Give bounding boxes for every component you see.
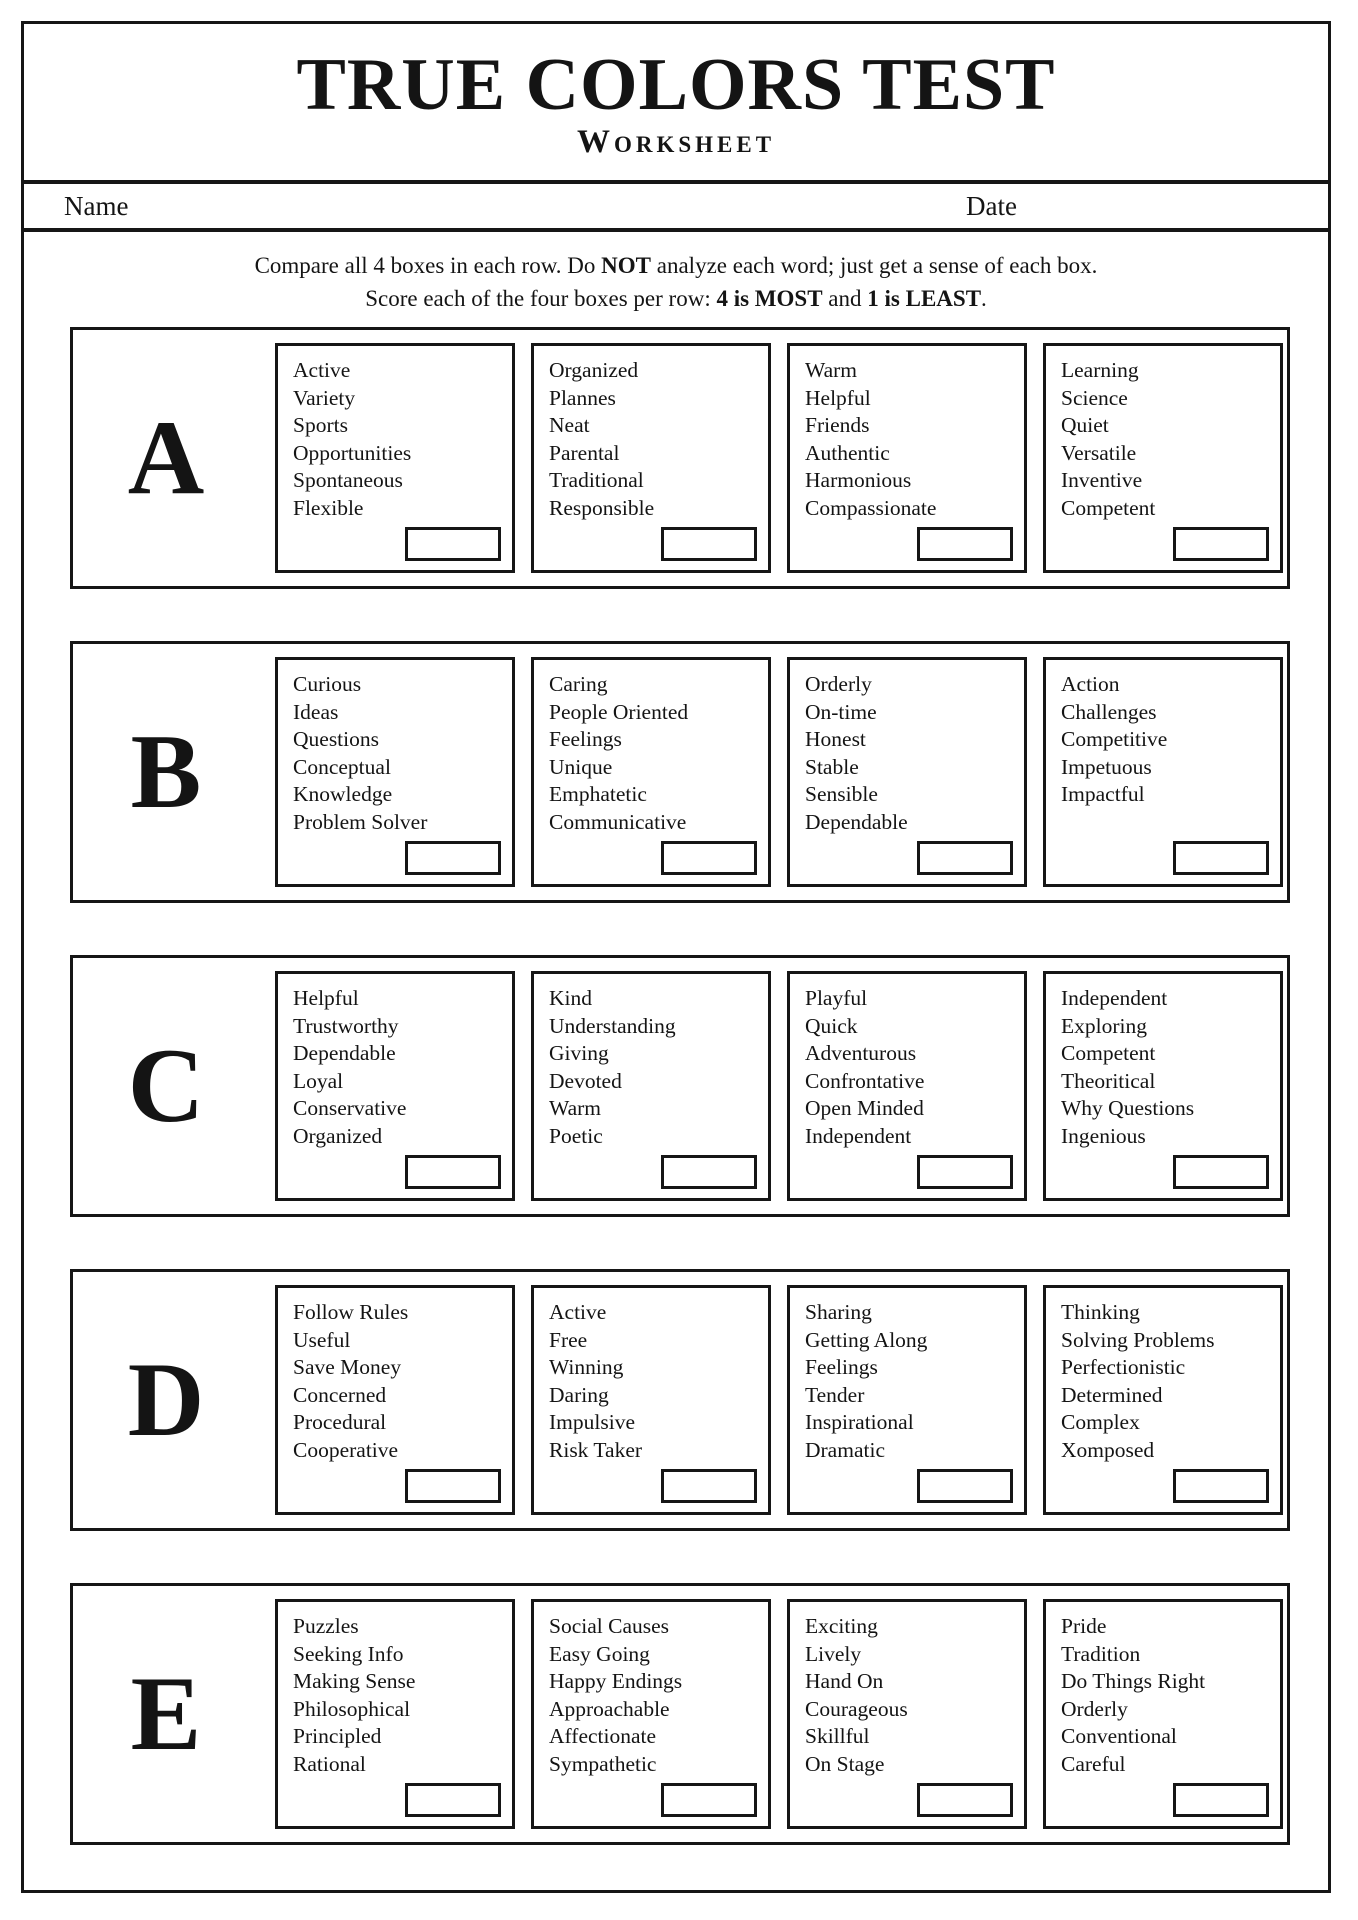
trait-word: Caring — [549, 672, 608, 696]
trait-word: Conservative — [293, 1096, 407, 1120]
trait-word: Tender — [805, 1382, 865, 1407]
worksheet-row-a — [70, 327, 1290, 589]
trait-word: Procedural — [293, 1410, 387, 1434]
name-date-band — [24, 184, 1328, 228]
instructions-bold-least: 1 is LEAST — [867, 286, 982, 311]
word-list — [1061, 1613, 1276, 1778]
word-list — [1061, 357, 1276, 522]
trait-word: Theoritical — [1061, 1068, 1156, 1093]
word-box — [531, 657, 771, 887]
trait-word: Spontaneous — [293, 468, 403, 492]
word-box — [531, 1599, 771, 1829]
worksheet-row-d — [70, 1269, 1290, 1531]
trait-word: Happy Endings — [549, 1669, 683, 1693]
trait-word: Compassionate — [805, 495, 937, 520]
score-input[interactable] — [661, 1783, 757, 1817]
score-input[interactable] — [661, 1469, 757, 1503]
trait-word: Impactful — [1061, 782, 1145, 806]
date-group — [966, 191, 1284, 222]
trait-word: Affectionate — [549, 1724, 657, 1748]
row-letter: A — [127, 399, 205, 516]
trait-word: Puzzles — [293, 1614, 359, 1638]
trait-word: Impetuous — [1061, 754, 1152, 779]
trait-word: Perfectionistic — [1061, 1355, 1186, 1379]
trait-word: Understanding — [549, 1013, 676, 1038]
trait-word: Unique — [549, 754, 613, 779]
trait-word: Sports — [293, 413, 348, 437]
trait-word: Trustworthy — [293, 1013, 399, 1038]
trait-word: Science — [1061, 385, 1128, 410]
word-box — [787, 1285, 1027, 1515]
word-box — [531, 1285, 771, 1515]
word-list — [1061, 1299, 1276, 1464]
trait-word: Adventurous — [805, 1041, 917, 1065]
trait-word: People Oriented — [549, 699, 689, 724]
worksheet-row-e — [70, 1583, 1290, 1845]
trait-word: Variety — [293, 385, 356, 410]
trait-word: Helpful — [805, 385, 871, 410]
score-input[interactable] — [1173, 841, 1269, 875]
trait-word: Quick — [805, 1013, 858, 1038]
date-input[interactable] — [1031, 191, 1284, 221]
trait-word: Honest — [805, 727, 866, 751]
trait-word: Dramatic — [805, 1437, 885, 1462]
trait-word: Xomposed — [1061, 1437, 1155, 1462]
trait-word: Problem Solver — [293, 809, 428, 834]
instructions-line-2 — [24, 282, 1328, 315]
word-box — [1043, 1599, 1283, 1829]
trait-word: Daring — [549, 1382, 609, 1407]
trait-word: Social Causes — [549, 1614, 670, 1638]
trait-word: Save Money — [293, 1355, 402, 1379]
word-list — [549, 1613, 764, 1778]
word-list — [805, 985, 1020, 1150]
score-input[interactable] — [405, 1469, 501, 1503]
trait-word: Authentic — [805, 440, 890, 465]
trait-word: Courageous — [805, 1696, 908, 1721]
word-list — [293, 671, 508, 836]
instructions-text: and — [822, 286, 868, 311]
score-input[interactable] — [917, 1155, 1013, 1189]
word-box — [787, 971, 1027, 1201]
instructions — [24, 232, 1328, 327]
trait-word: Organized — [549, 358, 639, 382]
trait-word: Orderly — [1061, 1696, 1128, 1721]
score-input[interactable] — [1173, 527, 1269, 561]
trait-word: On Stage — [805, 1751, 885, 1776]
trait-word: Sensible — [805, 782, 878, 806]
word-box — [1043, 1285, 1283, 1515]
trait-word: Conventional — [1061, 1724, 1177, 1748]
instructions-text: analyze each word; just get a sense of each box. — [651, 253, 1098, 278]
trait-word: Quiet — [1061, 413, 1109, 437]
trait-word: Plannes — [549, 385, 616, 410]
instructions-line-1 — [24, 249, 1328, 282]
word-box — [1043, 657, 1283, 887]
trait-word: Principled — [293, 1724, 382, 1748]
trait-word: Competent — [1061, 1041, 1156, 1065]
trait-word: Lively — [805, 1641, 862, 1666]
trait-word: Exciting — [805, 1614, 878, 1638]
trait-word: Responsible — [549, 495, 655, 520]
word-box — [1043, 971, 1283, 1201]
trait-word: Skillful — [805, 1724, 870, 1748]
trait-word: Stable — [805, 754, 859, 779]
trait-word: Giving — [549, 1041, 609, 1065]
word-list — [549, 985, 764, 1150]
trait-word: Versatile — [1061, 440, 1137, 465]
trait-word: Independent — [805, 1123, 912, 1148]
score-input[interactable] — [917, 841, 1013, 875]
score-input[interactable] — [917, 1469, 1013, 1503]
trait-word: Do Things Right — [1061, 1669, 1206, 1693]
trait-word: Feelings — [805, 1355, 878, 1379]
score-input[interactable] — [1173, 1155, 1269, 1189]
trait-word: Parental — [549, 440, 620, 465]
score-input[interactable] — [661, 1155, 757, 1189]
trait-word: Seeking Info — [293, 1641, 404, 1666]
trait-word: Feelings — [549, 727, 622, 751]
trait-word: Approachable — [549, 1696, 670, 1721]
trait-word: Hand On — [805, 1669, 884, 1693]
word-list — [293, 1613, 508, 1778]
instructions-text: . — [981, 286, 987, 311]
trait-word: Concerned — [293, 1382, 387, 1407]
trait-word: Curious — [293, 672, 362, 696]
instructions-bold-most: 4 is MOST — [716, 286, 823, 311]
instructions-text: Compare all 4 boxes in each row. Do — [254, 253, 602, 278]
trait-word: Pride — [1061, 1614, 1107, 1638]
score-input[interactable] — [661, 841, 757, 875]
trait-word: Thinking — [1061, 1300, 1140, 1324]
trait-word: Neat — [549, 413, 590, 437]
trait-word: Playful — [805, 986, 868, 1010]
trait-word: Active — [293, 358, 351, 382]
row-letter: D — [127, 1341, 205, 1458]
trait-word: Confrontative — [805, 1068, 925, 1093]
name-group — [64, 191, 966, 222]
trait-word: Solving Problems — [1061, 1327, 1215, 1352]
word-box — [787, 1599, 1027, 1829]
score-input[interactable] — [917, 527, 1013, 561]
word-list — [549, 671, 764, 836]
word-box — [1043, 343, 1283, 573]
trait-word: Open Minded — [805, 1096, 924, 1120]
trait-word: Warm — [805, 358, 857, 382]
trait-word: Challenges — [1061, 699, 1157, 724]
trait-word: Easy Going — [549, 1641, 650, 1666]
word-list — [805, 357, 1020, 522]
trait-word: Dependable — [805, 809, 908, 834]
trait-word: Knowledge — [293, 782, 393, 806]
trait-word: Emphatetic — [549, 782, 647, 806]
trait-word: Kind — [549, 986, 592, 1010]
score-input[interactable] — [661, 527, 757, 561]
word-list — [805, 1299, 1020, 1464]
word-list — [293, 985, 508, 1150]
trait-word: Sympathetic — [549, 1751, 657, 1776]
trait-word: Helpful — [293, 986, 359, 1010]
trait-word: Why Questions — [1061, 1096, 1195, 1120]
trait-word: Exploring — [1061, 1013, 1147, 1038]
word-list — [293, 1299, 508, 1464]
word-list — [549, 1299, 764, 1464]
word-box — [275, 343, 515, 573]
name-input[interactable] — [142, 191, 966, 221]
score-input[interactable] — [917, 1783, 1013, 1817]
row-letter: C — [127, 1027, 205, 1144]
word-box — [275, 1599, 515, 1829]
trait-word: Inspirational — [805, 1410, 914, 1434]
word-box — [275, 971, 515, 1201]
rows-section — [24, 327, 1328, 1845]
word-box — [531, 343, 771, 573]
instructions-text: Score each of the four boxes per row: — [365, 286, 717, 311]
word-list — [293, 357, 508, 522]
trait-word: Ingenious — [1061, 1123, 1146, 1148]
worksheet-row-b — [70, 641, 1290, 903]
page-title: TRUE COLORS TEST — [296, 44, 1056, 126]
word-box — [275, 657, 515, 887]
trait-word: Conceptual — [293, 754, 391, 779]
trait-word: Risk Taker — [549, 1437, 643, 1462]
trait-word: Devoted — [549, 1068, 622, 1093]
trait-word: Getting Along — [805, 1327, 928, 1352]
score-input[interactable] — [1173, 1469, 1269, 1503]
score-input[interactable] — [1173, 1783, 1269, 1817]
score-input[interactable] — [405, 1155, 501, 1189]
score-input[interactable] — [405, 1783, 501, 1817]
trait-word: Impulsive — [549, 1410, 635, 1434]
trait-word: Dependable — [293, 1041, 396, 1065]
trait-word: Friends — [805, 413, 870, 437]
word-box — [275, 1285, 515, 1515]
trait-word: Rational — [293, 1751, 366, 1776]
trait-word: Communicative — [549, 809, 687, 834]
trait-word: Independent — [1061, 986, 1168, 1010]
instructions-bold-not: NOT — [601, 253, 652, 278]
trait-word: Philosophical — [293, 1696, 411, 1721]
word-list — [549, 357, 764, 522]
trait-word: Inventive — [1061, 468, 1143, 492]
trait-word: Winning — [549, 1355, 624, 1379]
name-label: Name — [64, 190, 129, 221]
trait-word: Complex — [1061, 1410, 1140, 1434]
trait-word: Poetic — [549, 1123, 603, 1148]
worksheet-page — [21, 21, 1331, 1893]
trait-word: Warm — [549, 1096, 601, 1120]
trait-word: Flexible — [293, 495, 364, 520]
word-list — [1061, 985, 1276, 1150]
score-input[interactable] — [405, 841, 501, 875]
word-box — [787, 343, 1027, 573]
score-input[interactable] — [405, 527, 501, 561]
trait-word: Harmonious — [805, 468, 912, 492]
word-box — [531, 971, 771, 1201]
trait-word: Action — [1061, 672, 1120, 696]
row-letter: B — [130, 713, 202, 830]
trait-word: Orderly — [805, 672, 872, 696]
page-subtitle: Worksheet — [576, 124, 776, 160]
trait-word: Competitive — [1061, 727, 1168, 751]
trait-word: Questions — [293, 727, 379, 751]
word-list — [1061, 671, 1276, 809]
trait-word: Traditional — [549, 468, 644, 492]
trait-word: Opportunities — [293, 440, 412, 465]
word-box — [787, 657, 1027, 887]
trait-word: Learning — [1061, 358, 1139, 382]
date-label: Date — [966, 190, 1017, 221]
trait-word: Organized — [293, 1123, 383, 1148]
trait-word: Determined — [1061, 1382, 1163, 1407]
worksheet-row-c — [70, 955, 1290, 1217]
trait-word: Cooperative — [293, 1437, 399, 1462]
trait-word: Useful — [293, 1327, 351, 1352]
trait-word: Ideas — [293, 699, 339, 724]
word-list — [805, 671, 1020, 836]
trait-word: Loyal — [293, 1068, 344, 1093]
trait-word: Follow Rules — [293, 1300, 409, 1324]
trait-word: Competent — [1061, 495, 1156, 520]
trait-word: On-time — [805, 699, 877, 724]
word-list — [805, 1613, 1020, 1778]
trait-word: Free — [549, 1327, 588, 1352]
trait-word: Careful — [1061, 1751, 1126, 1776]
header — [24, 24, 1328, 180]
trait-word: Making Sense — [293, 1669, 416, 1693]
row-letter: E — [130, 1655, 202, 1772]
trait-word: Tradition — [1061, 1641, 1141, 1666]
trait-word: Active — [549, 1300, 607, 1324]
trait-word: Sharing — [805, 1300, 872, 1324]
